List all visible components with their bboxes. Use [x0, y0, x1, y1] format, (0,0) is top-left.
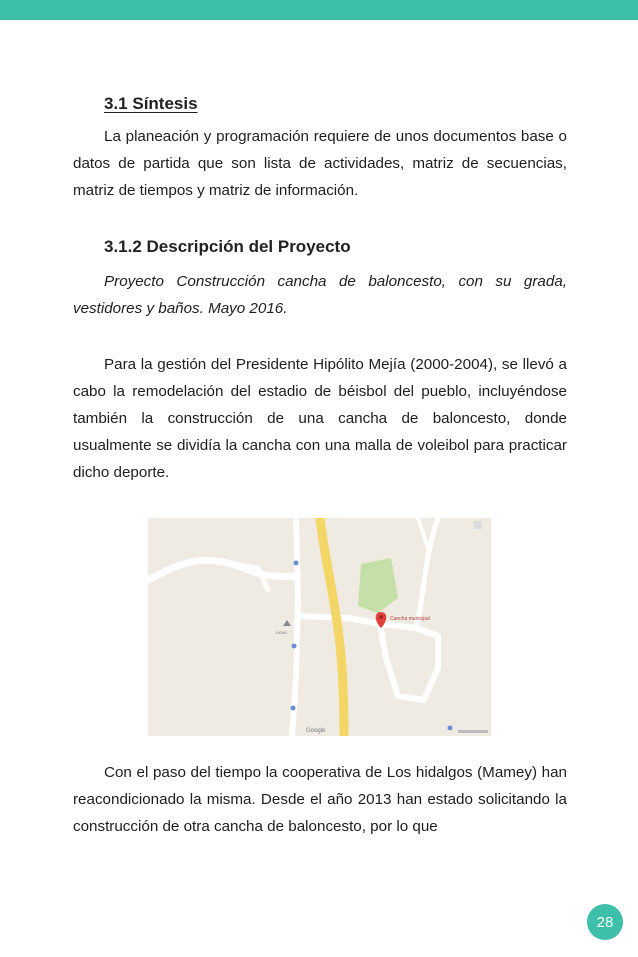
school-marker-icon	[283, 620, 291, 626]
map-road-west	[148, 560, 298, 580]
closing-paragraph: Con el paso del tiempo la cooperativa de Los hidalgos (Mamey) han reacondicionado la misma. Desde el año 2013 han estado solicitando la construcción de otra cancha de baloncesto, por lo que	[73, 764, 567, 835]
map-park-area	[358, 558, 398, 613]
map-school-label: Liceo	[276, 630, 287, 635]
map-road-east	[416, 518, 438, 628]
map-road-main	[320, 518, 344, 736]
page-number-badge: 28	[587, 904, 623, 940]
section-heading: 3.1 Síntesis	[104, 94, 198, 113]
top-accent-bar	[0, 0, 638, 20]
map-logo: Google	[306, 728, 326, 734]
subsection-heading: 3.1.2 Descripción del Proyecto	[104, 237, 351, 256]
map-place-label: Cancha municipal	[390, 616, 430, 622]
map-road-central	[292, 518, 298, 736]
map-route-marker	[292, 644, 297, 649]
project-title: Proyecto Construcción cancha de baloncesto, con su grada, vestidores y baños. Mayo 2016.	[73, 273, 567, 317]
map-scale-bar	[458, 730, 488, 733]
map-fullscreen-button	[474, 521, 482, 529]
map-road-north-small	[418, 518, 428, 548]
project-paragraph: Para la gestión del Presidente Hipólito Mejía (2000-2004), se llevó a cabo la remodelación del estadio de béisbol del pueblo, incluyéndose también la construcción de una cancha de baloncesto, donde usualmente se dividía la cancha con una malla de voleibol para practicar dicho deporte.	[73, 356, 567, 481]
section-paragraph: La planeación y programación requiere de unos documentos base o datos de partida que son lista de actividades, matriz de secuencias, matriz de tiempos y matriz de información.	[73, 128, 567, 199]
map-route-marker	[448, 726, 453, 731]
map-route-marker	[291, 706, 296, 711]
map-route-marker	[294, 561, 299, 566]
location-map[interactable]	[148, 518, 491, 736]
